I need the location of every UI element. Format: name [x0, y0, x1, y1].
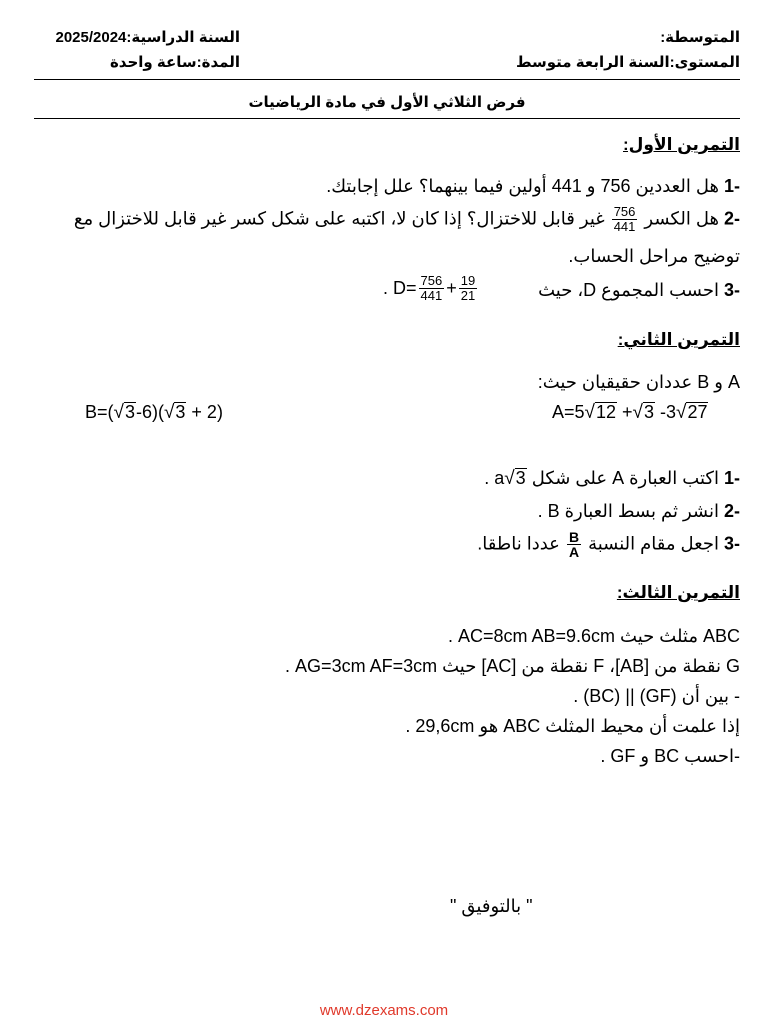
- exercise2-intro: A و B عددان حقيقيان حيث:: [537, 372, 740, 392]
- closing-wish: " بالتوفيق ": [450, 896, 533, 916]
- exercise3-line5: -احسب BC و GF .: [600, 746, 740, 766]
- exam-title: فرض الثلاثي الأول في مادة الرياضيات: [248, 94, 526, 111]
- school-year: السنة الدراسية:2025/2024: [55, 29, 240, 46]
- level-label: المستوى:السنة الرابعة متوسط: [515, 54, 740, 71]
- exercise2-q2: -2 انشر ثم بسط العبارة B .: [537, 501, 740, 521]
- exercise3-title: التمرين الثالث:: [616, 583, 740, 602]
- fraction-756-441: $\frac{756}{441}$: [613, 204, 636, 234]
- exercise1-q1: -1 هل العددين 756 و 441 أولين فيما بينهما؟ علل إجابتك.: [326, 176, 740, 196]
- exercise2-title: التمرين الثاني:: [617, 330, 740, 349]
- footer-website-link[interactable]: www.dzexams.com: [319, 1002, 449, 1019]
- header-divider-bottom: [34, 118, 740, 119]
- exercise2-q3: -3 اجعل مقام النسبة $\frac{B}{A}$ عددا ناطقا.: [477, 529, 740, 560]
- expression-B: B=( √ 3 -6)( √ 3 + 2): [85, 402, 223, 423]
- expression-A: A=5 √ 12 + √ 3 -3 √ 27: [552, 402, 708, 423]
- fraction-B-over-A: $\frac{B}{A}$: [568, 529, 580, 560]
- exercise2-q1: -1 اكتب العبارة A على شكل a √ 3 .: [484, 468, 740, 489]
- exercise3-line2: G نقطة من [AB]، F نقطة من [AC] حيث AG=3cm AF=3cm .: [285, 656, 740, 676]
- header-divider-top: [34, 79, 740, 80]
- exercise3-line4: إذا علمت أن محيط المثلث ABC هو 29,6cm .: [405, 716, 740, 736]
- exercise1-q3: -3 احسب المجموع D، حيث: [538, 280, 740, 300]
- exam-duration: المدة:ساعة واحدة: [109, 54, 240, 71]
- exercise1-title: التمرين الأول:: [623, 135, 740, 154]
- exercise3-line3: - بين أن (GF) || (BC) .: [573, 686, 740, 706]
- exercise3-line1: ABC مثلث حيث AC=8cm AB=9.6cm .: [447, 626, 740, 646]
- school-label: المتوسطة:: [660, 29, 740, 46]
- exercise1-q2: -2 هل الكسر $\frac{756}{441}$ غير قابل للاختزال؟ إذا كان لا، اكتبه على شكل كسر غير قابل للاختزال مع: [73, 204, 740, 234]
- exercise1-q3-formula: . D= $\frac{756}{441}$ + $\frac{19}{21}$: [383, 273, 476, 303]
- exercise1-q2-continued: توضيح مراحل الحساب.: [568, 246, 740, 266]
